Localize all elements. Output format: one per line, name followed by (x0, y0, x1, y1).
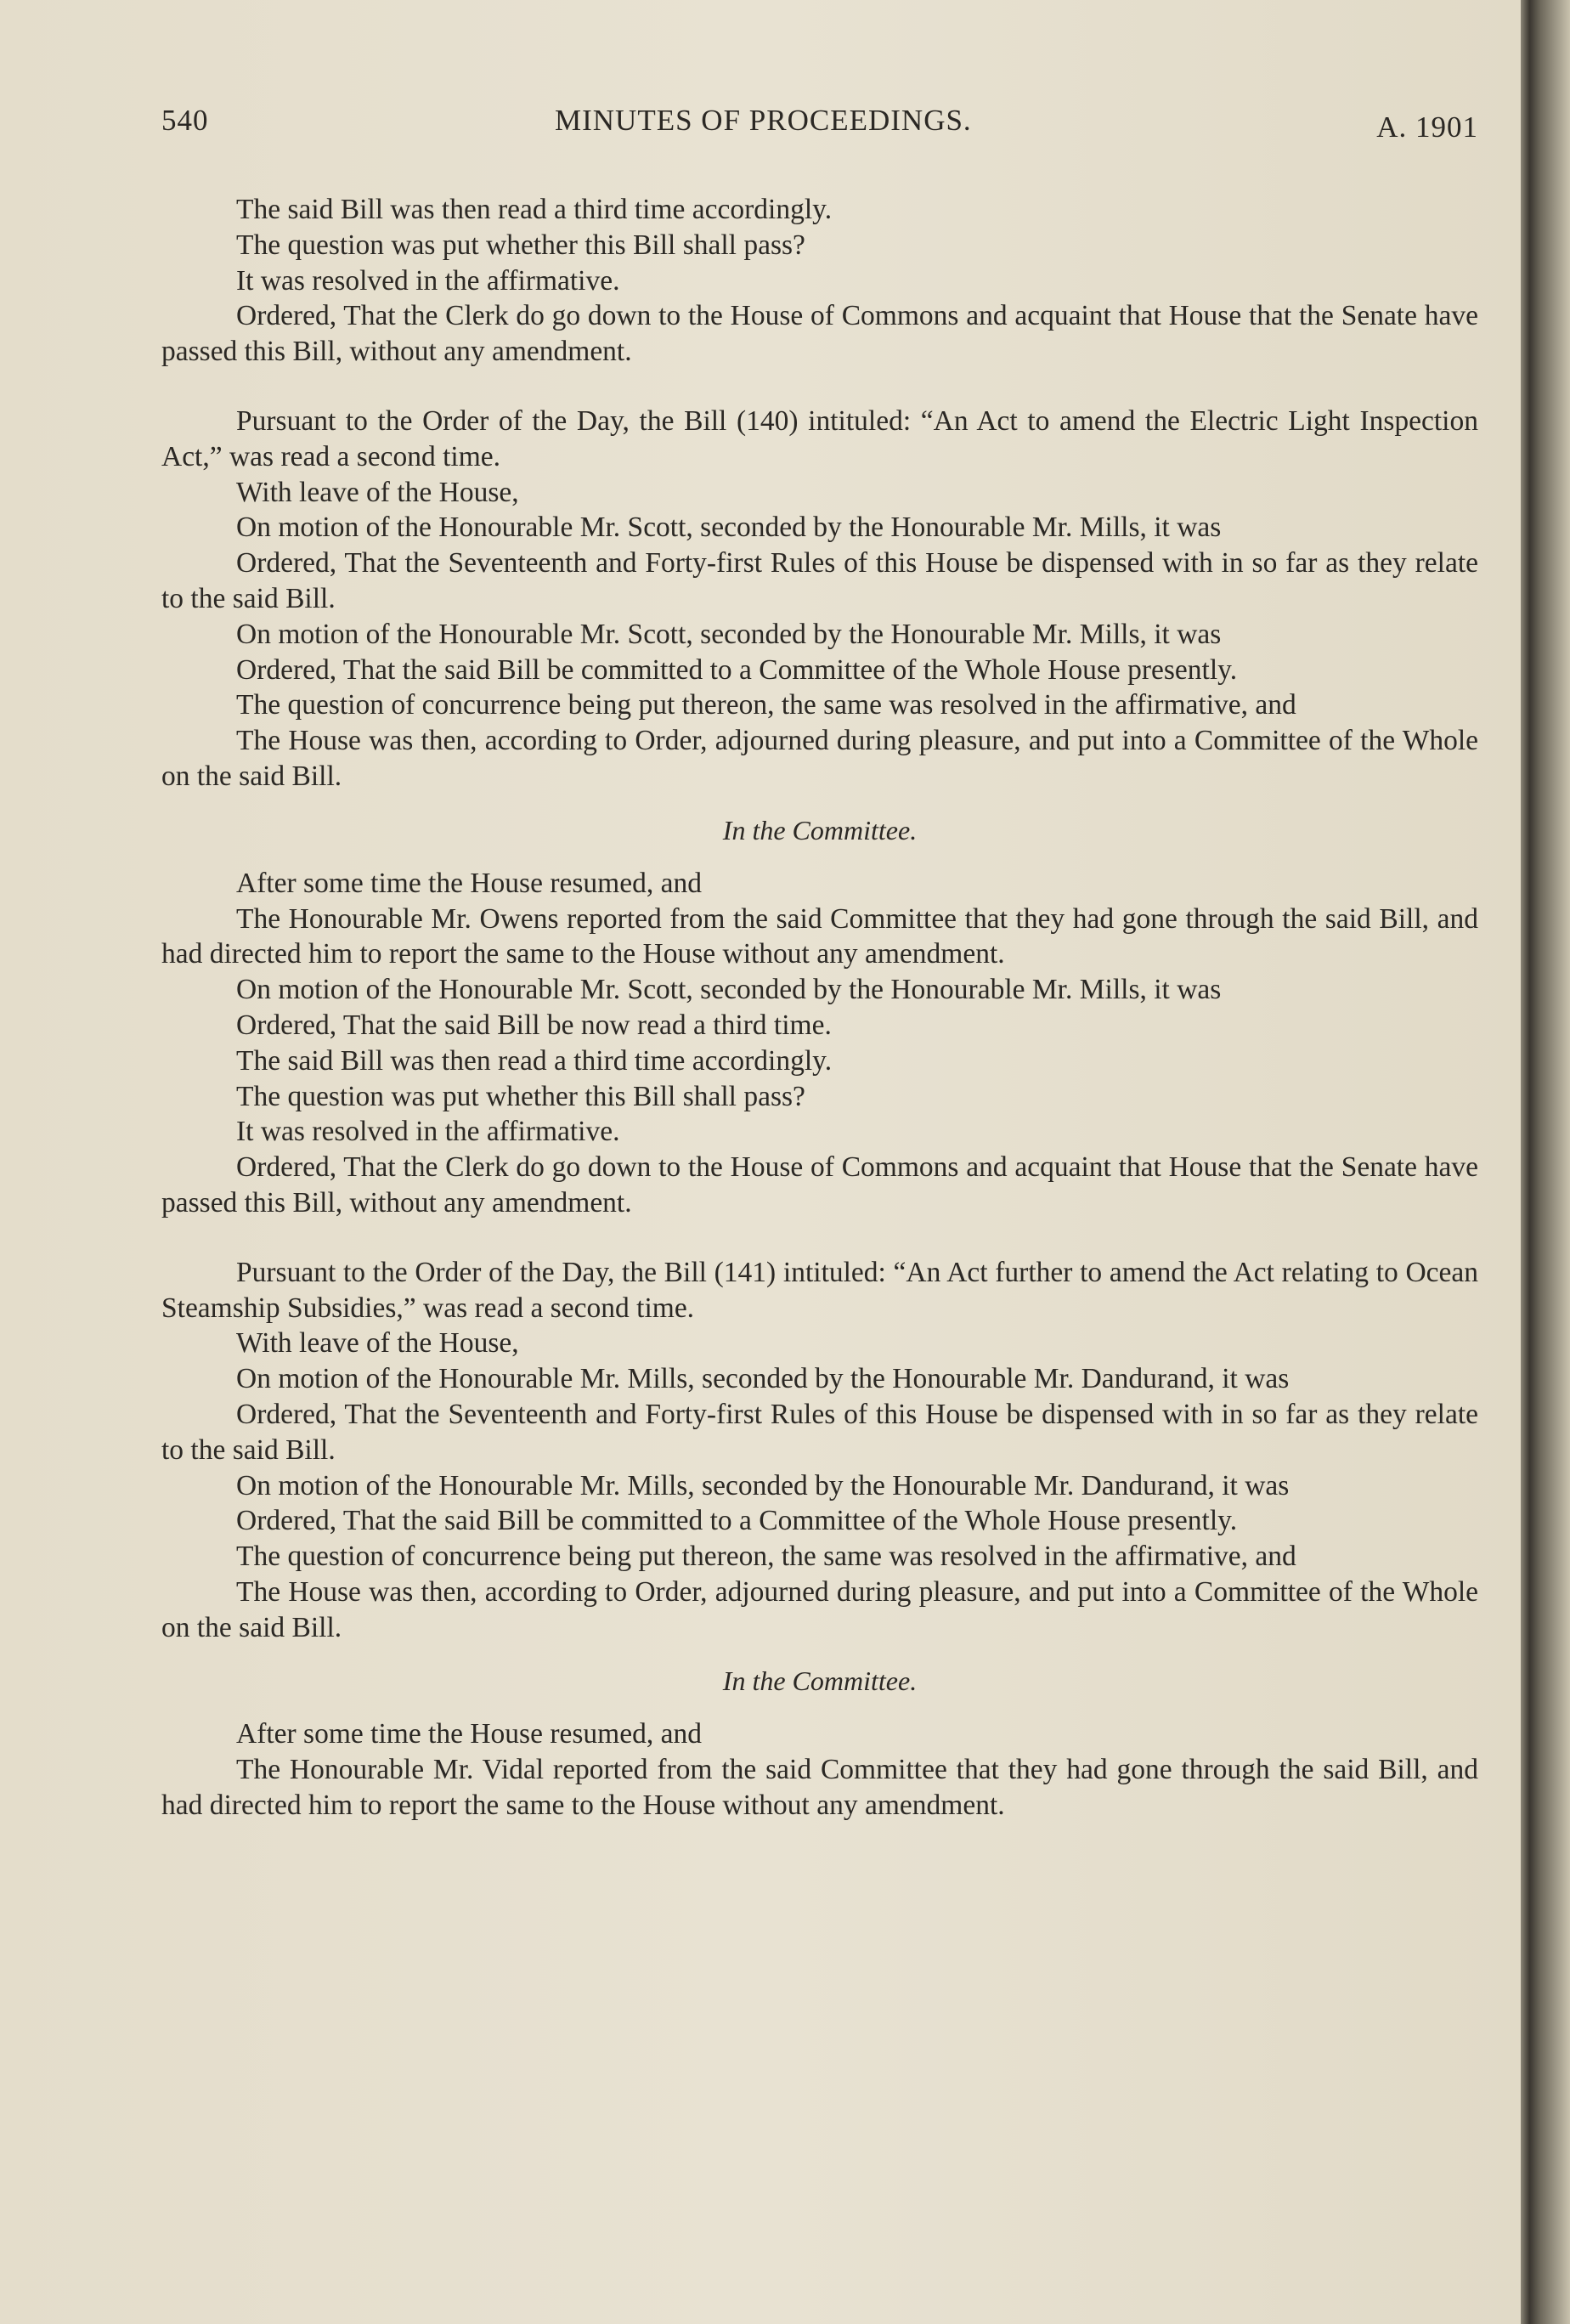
paragraph: The Honourable Mr. Owens reported from the said Committee that they had gone through the said Bill, and had directed him to report the same to the House without any amendment. (161, 902, 1478, 970)
section-heading: In the Committee. (722, 1665, 918, 1697)
paragraph: The House was then, according to Order, adjourned during pleasure, and put into a Committee of the Whole on the said Bill. (161, 725, 1478, 792)
paragraph: After some time the House resumed, and (236, 867, 702, 899)
paragraph: The said Bill was then read a third time accordingly. (236, 1044, 833, 1077)
paragraph: The question of concurrence being put thereon, the same was resolved in the affirmative, and (236, 1541, 1296, 1573)
page-number: 540 (161, 104, 209, 137)
paragraph: It was resolved in the affirmative. (236, 264, 620, 297)
paragraph: On motion of the Honourable Mr. Mills, seconded by the Honourable Mr. Dandurand, it was (236, 1469, 1290, 1501)
section-heading: In the Committee. (722, 814, 918, 845)
paragraph: Pursuant to the Order of the Day, the Bill (140) intituled: “An Act to amend the Electric Light Inspection Act,” was read a second time. (161, 404, 1478, 472)
paragraph: On motion of the Honourable Mr. Scott, seconded by the Honourable Mr. Mills, it was (236, 618, 1222, 650)
paragraph: Ordered, That the Seventeenth and Forty-first Rules of this House be dispensed with in so far as they relate to the said Bill. (161, 547, 1478, 614)
paragraph: Ordered, That the Clerk do go down to the House of Commons and acquaint that House that the Senate have passed this Bill, without any amendment. (161, 300, 1478, 368)
paragraph: It was resolved in the affirmative. (236, 1116, 620, 1148)
page-body (161, 192, 1478, 1824)
book-binding-edge (1521, 0, 1570, 2324)
paragraph: Ordered, That the said Bill be now read a third time. (236, 1009, 832, 1041)
paragraph: The question was put whether this Bill shall pass? (236, 1080, 805, 1112)
paragraph: Pursuant to the Order of the Day, the Bill (141) intituled: “An Act further to amend the Act relating to Ocean Steamship Subsidies,” was read a second time. (161, 1256, 1478, 1324)
paragraph: Ordered, That the Clerk do go down to the House of Commons and acquaint that House that the Senate have passed this Bill, without any amendment. (161, 1151, 1478, 1219)
paragraph: With leave of the House, (236, 1327, 519, 1360)
paragraph: The question of concurrence being put thereon, the same was resolved in the affirmative, and (236, 689, 1296, 721)
paragraph: Ordered, That the said Bill be committed to a Committee of the Whole House presently. (236, 653, 1238, 686)
paragraph: The Honourable Mr. Vidal reported from the said Committee that they had gone through the said Bill, and had directed him to report the same to the House without any amendment. (161, 1754, 1478, 1822)
page-header (161, 104, 1487, 155)
paragraph: With leave of the House, (236, 476, 519, 508)
paragraph: The said Bill was then read a third time accordingly. (236, 194, 833, 225)
paragraph: The House was then, according to Order, adjourned during pleasure, and put into a Committee of the Whole on the said Bill. (161, 1575, 1478, 1643)
paragraph: On motion of the Honourable Mr. Scott, seconded by the Honourable Mr. Mills, it was (236, 512, 1222, 544)
section-gap (161, 1221, 1478, 1255)
page-title: MINUTES OF PROCEEDINGS. (555, 104, 972, 137)
paragraph: The question was put whether this Bill shall pass? (236, 229, 805, 261)
paragraph: On motion of the Honourable Mr. Mills, seconded by the Honourable Mr. Dandurand, it was (236, 1363, 1290, 1395)
paragraph: On motion of the Honourable Mr. Scott, seconded by the Honourable Mr. Mills, it was (236, 974, 1222, 1006)
paragraph: Ordered, That the Seventeenth and Forty-first Rules of this House be dispensed with in so far as they relate to the said Bill. (161, 1398, 1478, 1466)
paragraph: Ordered, That the said Bill be committed to a Committee of the Whole House presently. (236, 1505, 1238, 1537)
section-gap (161, 370, 1478, 404)
paragraph: After some time the House resumed, and (236, 1718, 702, 1750)
page-year: A. 1901 (1376, 110, 1478, 144)
